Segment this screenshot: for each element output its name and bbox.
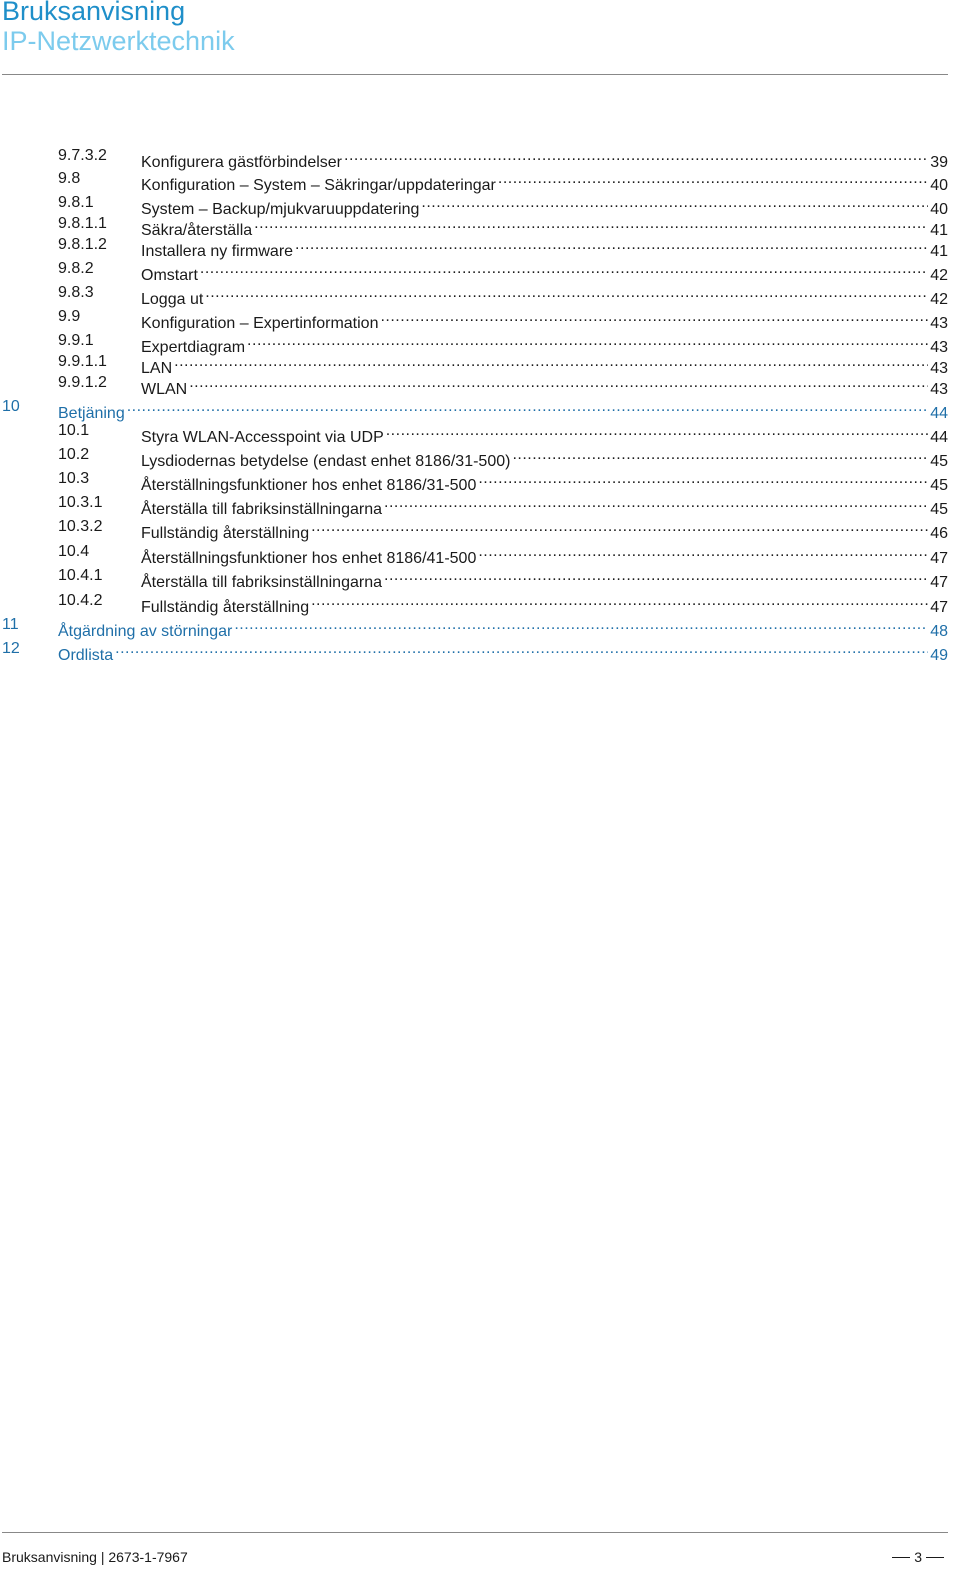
toc-entry-number: 10.3.1 xyxy=(58,494,103,511)
header-divider xyxy=(2,74,948,75)
toc-entry-title[interactable]: Återställa till fabriksinställningarna xyxy=(141,501,382,518)
toc-dot-leader xyxy=(234,614,928,636)
footer-divider xyxy=(2,1532,948,1533)
toc-entry-line xyxy=(58,638,948,667)
toc-entry-number: 10.4.1 xyxy=(58,567,103,584)
toc-entry-page[interactable]: 44 xyxy=(930,405,948,422)
toc-entry-title[interactable]: Konfigurera gästförbindelser xyxy=(141,154,343,171)
header-title: Bruksanvisning xyxy=(2,0,186,26)
toc-entry-number: 9.7.3.2 xyxy=(58,147,107,164)
toc-entry[interactable] xyxy=(0,330,948,356)
toc-entry[interactable] xyxy=(0,492,948,518)
toc-entry-title[interactable]: Konfiguration – System – Säkringar/uppdateringar xyxy=(141,177,496,194)
toc-entry-number: 12 xyxy=(2,640,20,657)
toc-dot-leader xyxy=(200,258,928,280)
toc-entry-number: 9.9.1 xyxy=(58,332,94,349)
toc-entry-number: 10.3 xyxy=(58,470,90,487)
toc-dot-leader xyxy=(127,396,928,418)
toc-dot-leader xyxy=(512,444,928,466)
toc-entry-page[interactable]: 39 xyxy=(930,154,948,171)
toc-entry-page[interactable]: 47 xyxy=(930,599,948,616)
toc-entry[interactable] xyxy=(0,541,948,567)
toc-entry-number: 9.9 xyxy=(58,308,81,325)
toc-entry-page[interactable]: 43 xyxy=(930,360,948,377)
toc-entry[interactable] xyxy=(0,516,948,542)
toc-entry-page[interactable]: 40 xyxy=(930,201,948,218)
toc-dot-leader xyxy=(478,541,928,563)
toc-entry[interactable] xyxy=(0,282,948,308)
toc-entry-title[interactable]: Betjäning xyxy=(58,405,125,422)
toc-dot-leader xyxy=(384,565,928,587)
toc-dot-leader xyxy=(311,516,928,538)
toc-dot-leader xyxy=(498,168,928,190)
toc-entry[interactable] xyxy=(0,590,948,616)
toc-entry-title[interactable]: System – Backup/mjukvaruuppdatering xyxy=(141,201,420,218)
toc-entry[interactable] xyxy=(0,638,948,664)
toc-entry-title[interactable]: Styra WLAN-Accesspoint via UDP xyxy=(141,429,384,446)
footer-dash-right xyxy=(926,1557,944,1558)
toc-entry[interactable] xyxy=(0,396,948,422)
toc-dot-leader xyxy=(254,213,928,235)
toc-entry-number: 10 xyxy=(2,398,20,415)
toc-entry-page[interactable]: 48 xyxy=(930,623,948,640)
toc-dot-leader xyxy=(247,330,928,352)
toc-dot-leader xyxy=(386,420,928,442)
toc-dot-leader xyxy=(189,372,928,394)
toc-entry[interactable] xyxy=(0,468,948,494)
toc-entry-number: 9.8.1.1 xyxy=(58,215,107,232)
toc-entry-title[interactable]: Konfiguration – Expertinformation xyxy=(141,315,379,332)
toc-entry-page[interactable]: 46 xyxy=(930,525,948,542)
toc-entry-number: 10.3.2 xyxy=(58,518,103,535)
toc-entry-number: 10.1 xyxy=(58,422,90,439)
toc-entry-page[interactable]: 41 xyxy=(930,243,948,260)
toc-entry-title[interactable]: Fullständig återställning xyxy=(141,525,310,542)
toc-entry[interactable] xyxy=(0,192,948,218)
toc-entry-number: 10.4.2 xyxy=(58,592,103,609)
toc-entry-title[interactable]: Installera ny firmware xyxy=(141,243,294,260)
toc-entry[interactable] xyxy=(0,258,948,284)
toc-dot-leader xyxy=(311,590,928,612)
toc-entry-page[interactable]: 41 xyxy=(930,222,948,239)
toc-entry-page[interactable]: 47 xyxy=(930,550,948,567)
toc-entry-title[interactable]: Expertdiagram xyxy=(141,339,246,356)
toc-entry-page[interactable]: 40 xyxy=(930,177,948,194)
toc-entry-number: 9.9.1.1 xyxy=(58,353,107,370)
toc-entry-number: 9.8.1 xyxy=(58,194,94,211)
toc-entry-page[interactable]: 43 xyxy=(930,339,948,356)
toc-entry-number: 9.8.2 xyxy=(58,260,94,277)
footer-page-number xyxy=(888,1548,948,1566)
toc-entry-number: 9.8.3 xyxy=(58,284,94,301)
toc-entry[interactable] xyxy=(0,372,948,398)
toc-entry-page[interactable]: 45 xyxy=(930,501,948,518)
toc-entry-number: 10.2 xyxy=(58,446,90,463)
toc-entry-number: 9.9.1.2 xyxy=(58,374,107,391)
toc-dot-leader xyxy=(295,234,928,256)
toc-dot-leader xyxy=(478,468,928,490)
toc-entry-title[interactable]: Logga ut xyxy=(141,291,204,308)
toc-entry-page[interactable]: 49 xyxy=(930,647,948,664)
toc-entry-number: 10.4 xyxy=(58,543,90,560)
toc-entry-title[interactable]: Återställningsfunktioner hos enhet 8186/31-500 xyxy=(141,477,477,494)
header-subtitle: IP-Netzwerktechnik xyxy=(2,26,235,56)
toc-entry-title[interactable]: Fullständig återställning xyxy=(141,599,310,616)
toc-entry[interactable] xyxy=(0,420,948,446)
toc-entry-page[interactable]: 45 xyxy=(930,477,948,494)
toc-dot-leader xyxy=(421,192,928,214)
toc-entry-title[interactable]: WLAN xyxy=(141,381,188,398)
toc-entry-page[interactable]: 44 xyxy=(930,429,948,446)
toc-entry[interactable] xyxy=(0,306,948,332)
toc-entry-title[interactable]: Ordlista xyxy=(58,647,114,664)
toc-entry[interactable] xyxy=(0,565,948,591)
toc-dot-leader xyxy=(205,282,928,304)
toc-entry-title[interactable]: Återställningsfunktioner hos enhet 8186/41-500 xyxy=(141,550,477,567)
toc-entry[interactable] xyxy=(0,213,948,239)
toc-entry-page[interactable]: 47 xyxy=(930,574,948,591)
toc-entry[interactable] xyxy=(0,145,948,171)
toc-entry-page[interactable]: 45 xyxy=(930,453,948,470)
toc-entry-title[interactable]: Återställa till fabriksinställningarna xyxy=(141,574,382,591)
toc-entry-title[interactable]: Lysdiodernas betydelse (endast enhet 8186/31-500) xyxy=(141,453,511,470)
toc-entry-title[interactable]: LAN xyxy=(141,360,173,377)
footer-page-value: 3 xyxy=(914,1549,922,1565)
toc-entry-title[interactable]: Säkra/återställa xyxy=(141,222,253,239)
toc-entry-page[interactable]: 43 xyxy=(930,381,948,398)
toc-dot-leader xyxy=(384,492,928,514)
footer-document-id: Bruksanvisning | 2673-1-7967 xyxy=(2,1549,188,1565)
toc-entry[interactable] xyxy=(0,444,948,470)
toc-dot-leader xyxy=(174,351,928,373)
toc-dot-leader xyxy=(380,306,928,328)
toc-dot-leader xyxy=(115,638,928,660)
toc-entry-page[interactable]: 42 xyxy=(930,291,948,308)
document-header xyxy=(2,0,235,56)
toc-entry-number: 9.8 xyxy=(58,170,81,187)
toc-entry-page[interactable]: 42 xyxy=(930,267,948,284)
toc-dot-leader xyxy=(344,145,928,167)
toc-entry[interactable] xyxy=(0,168,948,194)
toc-entry[interactable] xyxy=(0,614,948,640)
footer-dash-left xyxy=(892,1557,910,1558)
toc-entry[interactable] xyxy=(0,234,948,260)
toc-entry[interactable] xyxy=(0,351,948,377)
toc-entry-number: 11 xyxy=(2,616,19,633)
toc-entry-number: 9.8.1.2 xyxy=(58,236,107,253)
toc-entry-title[interactable]: Omstart xyxy=(141,267,198,284)
toc-entry-title[interactable]: Åtgärdning av störningar xyxy=(58,623,233,640)
toc-entry-page[interactable]: 43 xyxy=(930,315,948,332)
